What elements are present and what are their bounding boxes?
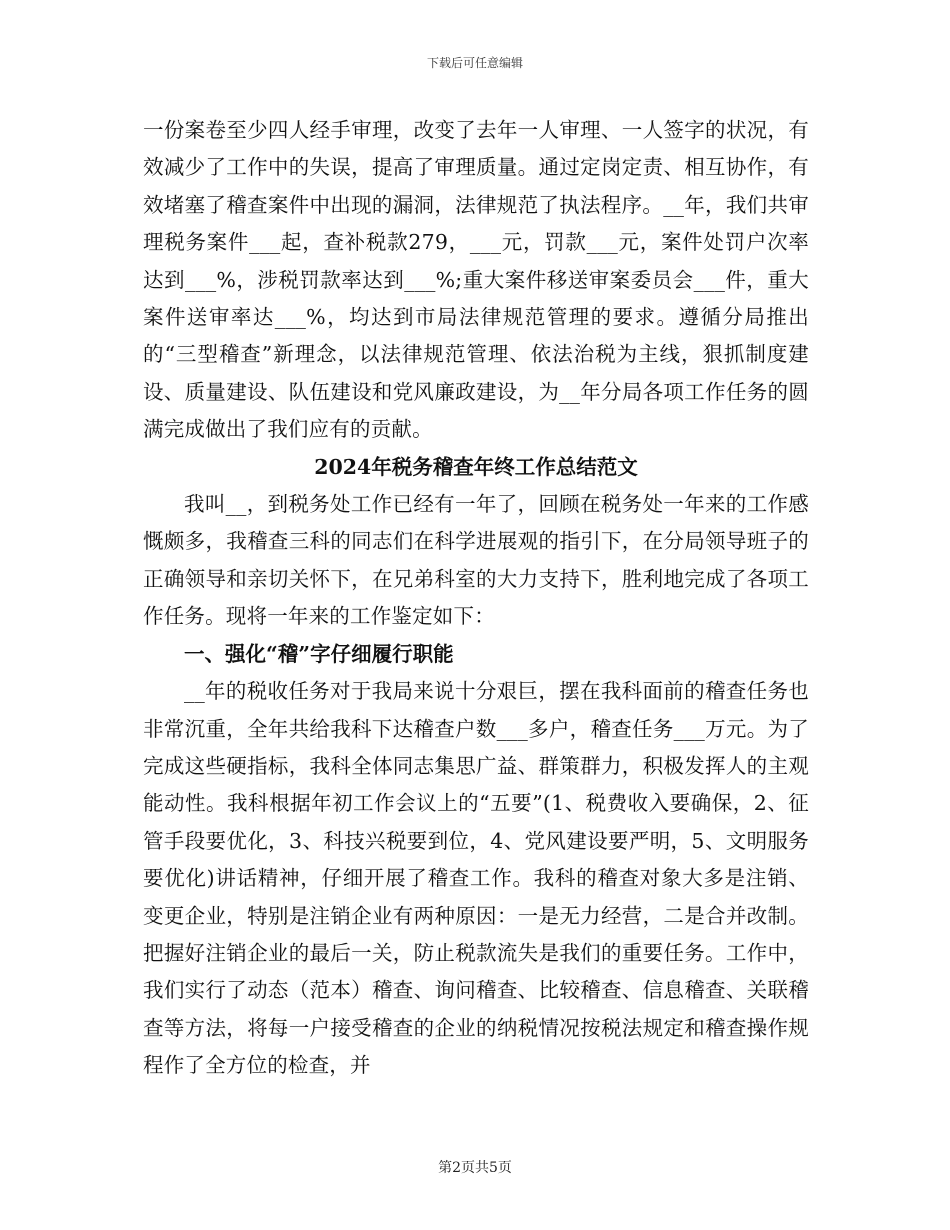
page-header-note: 下载后可任意编辑 [426, 56, 523, 70]
section-title: 2024年税务稽查年终工作总结范文 [314, 454, 638, 479]
subheading-1: 一、强化“稽”字仔细履行职能 [184, 641, 454, 666]
body-paragraph-3: __年的税收任务对于我局来说十分艰巨，摆在我科面前的稽查任务也非常沉重，全年共给我科下达稽查户数___多户，稽查任务___万元。为了完成这些硬指标，我科全体同志集思广益、群策群力，积极发挥人的主观能动性。我科根据年初工作会议上的“五要”(1、税费收入要确保，2、征管手段要优化，3、科技兴税要到位，4、党风建设要严明，5、文明服务要优化)讲话精神，仔细开展了稽查工作。我科的稽查对象大多是注销、变更企业，特别是注销企业有两种原因：一是无力经营，二是合并改制。把握好注销企业的最后一关，防止税款流失是我们的重要任务。工作中，我们实行了动态（范本）稽查、询问稽查、比较稽查、信息稽查、关联稽查等方法，将每一户接受稽查的企业的纳税情况按税法规定和稽查操作规程作了全方位的检查，并 [143, 679, 809, 1078]
page-number: 第2页共5页 [438, 1160, 512, 1176]
body-paragraph-2: 我叫__，到税务处工作已经有一年了，回顾在税务处一年来的工作感慨颇多，我稽查三科的同志们在科学进展观的指引下，在分局领导班子的正确领导和亲切关怀下，在兄弟科室的大力支持下，胜利地完成了各项工作任务。现将一年来的工作鉴定如下： [143, 492, 809, 629]
document-body [143, 112, 809, 1085]
body-paragraph-1: 一份案卷至少四人经手审理，改变了去年一人审理、一人签字的状况，有效减少了工作中的失误，提高了审理质量。通过定岗定责、相互协作，有效堵塞了稽查案件中出现的漏洞，法律规范了执法程序。__年，我们共审理税务案件___起，查补税款279，___元，罚款___元，案件处罚户次率达到___%，涉税罚款率达到___%;重大案件移送审案委员会___件，重大案件送审率达___%，均达到市局法律规范管理的要求。遵循分局推出的“三型稽查”新理念，以法律规范管理、依法治税为主线，狠抓制度建设、质量建设、队伍建设和党风廉政建设，为__年分局各项工作任务的圆满完成做出了我们应有的贡献。 [143, 118, 809, 442]
